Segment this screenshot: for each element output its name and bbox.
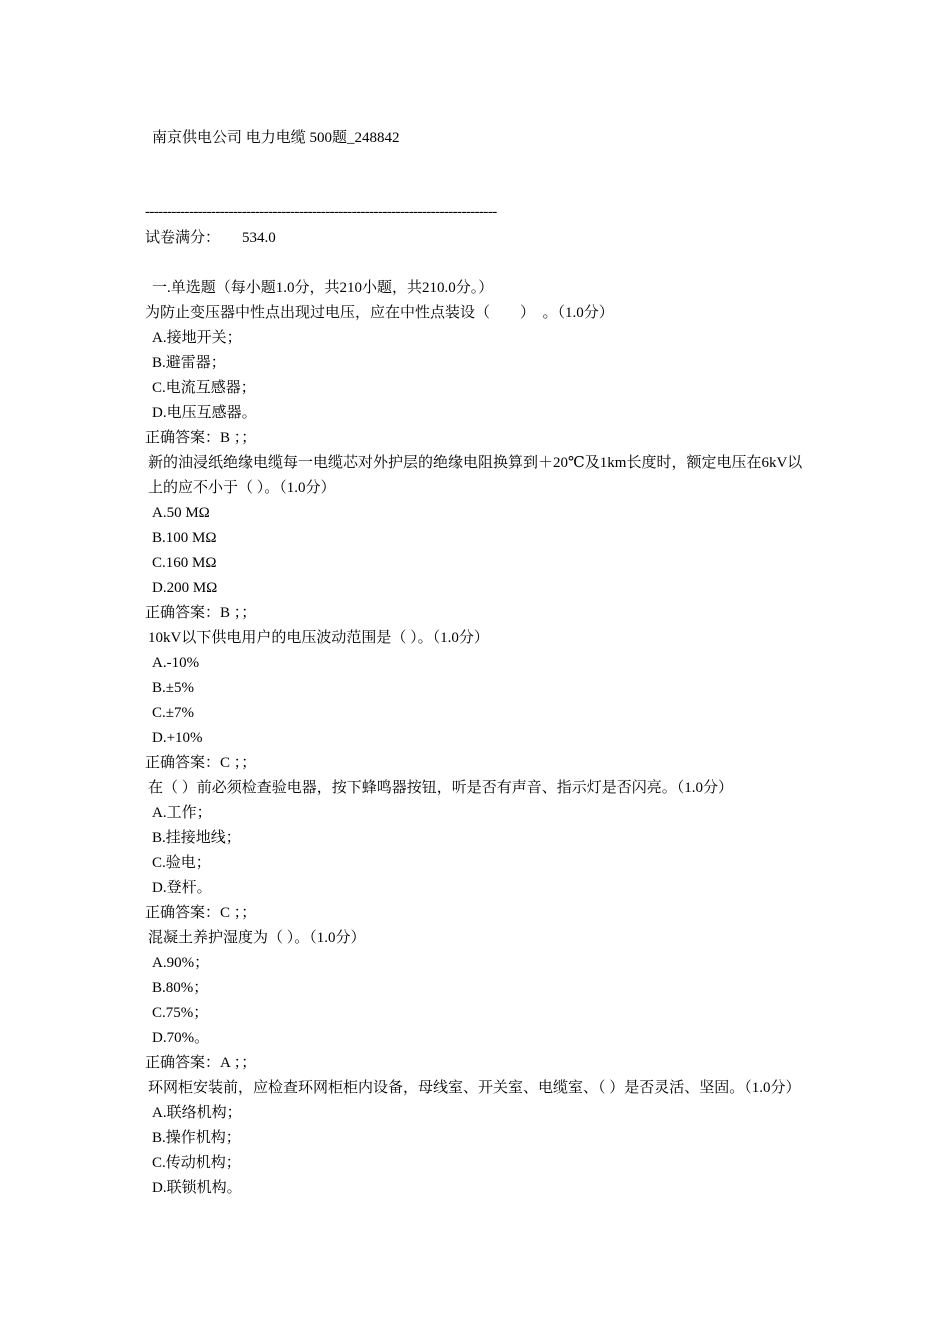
question-text: 混凝土养护湿度为（ ）。（1.0分） [148, 930, 366, 946]
correct-answer: 正确答案：B ；； [145, 430, 257, 446]
document-title: 南京供电公司 电力电缆 500题_248842 [152, 130, 400, 146]
score-value: 534.0 [242, 230, 276, 246]
option-c: C.传动机构； [152, 1155, 241, 1171]
correct-answer: 正确答案：B ；； [145, 605, 257, 621]
option-a: A.90%； [152, 955, 210, 971]
question-item [145, 926, 815, 1076]
correct-answer: 正确答案：A ；； [145, 1055, 257, 1071]
correct-answer: 正确答案：C ；； [145, 755, 257, 771]
question-item [145, 451, 815, 626]
option-d: D.70%。 [152, 1030, 210, 1046]
option-b: B.操作机构； [152, 1130, 241, 1146]
question-item [145, 776, 815, 926]
option-d: D.登杆。 [152, 880, 212, 896]
option-d: D.联锁机构。 [152, 1180, 242, 1196]
question-text: 新的油浸纸绝缘电缆每一电缆芯对外护层的绝缘电阻换算到＋20℃及1km长度时，额定电压在6kV以上的应不小于（ ）。（1.0分） [148, 455, 803, 496]
option-c: C.160 MΩ [152, 555, 217, 571]
total-score [145, 228, 276, 248]
option-a: A.接地开关； [152, 330, 242, 346]
question-list [145, 276, 815, 1201]
option-a: A.-10% [152, 655, 200, 671]
option-d: D.电压互感器。 [152, 405, 257, 421]
question-text: 为防止变压器中性点出现过电压，应在中性点装设（ ） 。（1.0分） [145, 305, 614, 321]
option-c: C.±7% [152, 705, 194, 721]
option-b: B.100 MΩ [152, 530, 217, 546]
correct-answer: 正确答案：C ；； [145, 905, 257, 921]
section-header: 一.单选题（每小题1.0分，共210小题，共210.0分。） [152, 280, 494, 296]
option-b: B.±5% [152, 680, 194, 696]
option-b: B.80%； [152, 980, 209, 996]
option-c: C.验电； [152, 855, 211, 871]
option-d: D.200 MΩ [152, 580, 218, 596]
question-text: 在（ ）前必须检查验电器，按下蜂鸣器按钮，听是否有声音、指示灯是否闪亮。（1.0分） [148, 780, 734, 796]
option-a: A.工作； [152, 805, 212, 821]
option-a: A.50 MΩ [152, 505, 210, 521]
question-item [145, 1076, 815, 1201]
question-item [145, 626, 815, 776]
option-b: B.挂接地线； [152, 830, 241, 846]
option-c: C.电流互感器； [152, 380, 256, 396]
option-b: B.避雷器； [152, 355, 226, 371]
question-text: 10kV以下供电用户的电压波动范围是（ ）。（1.0分） [148, 630, 489, 646]
score-label: 试卷满分： [145, 230, 221, 246]
option-a: A.联络机构； [152, 1105, 242, 1121]
separator-line: -------------------------------------------------------------------------------- [145, 204, 497, 220]
option-d: D.+10% [152, 730, 203, 746]
option-c: C.75%； [152, 1005, 209, 1021]
question-item [145, 301, 815, 451]
question-text: 环网柜安装前，应检查环网柜柜内设备，母线室、开关室、电缆室、（ ）是否灵活、坚固。（1.0分） [148, 1080, 801, 1096]
